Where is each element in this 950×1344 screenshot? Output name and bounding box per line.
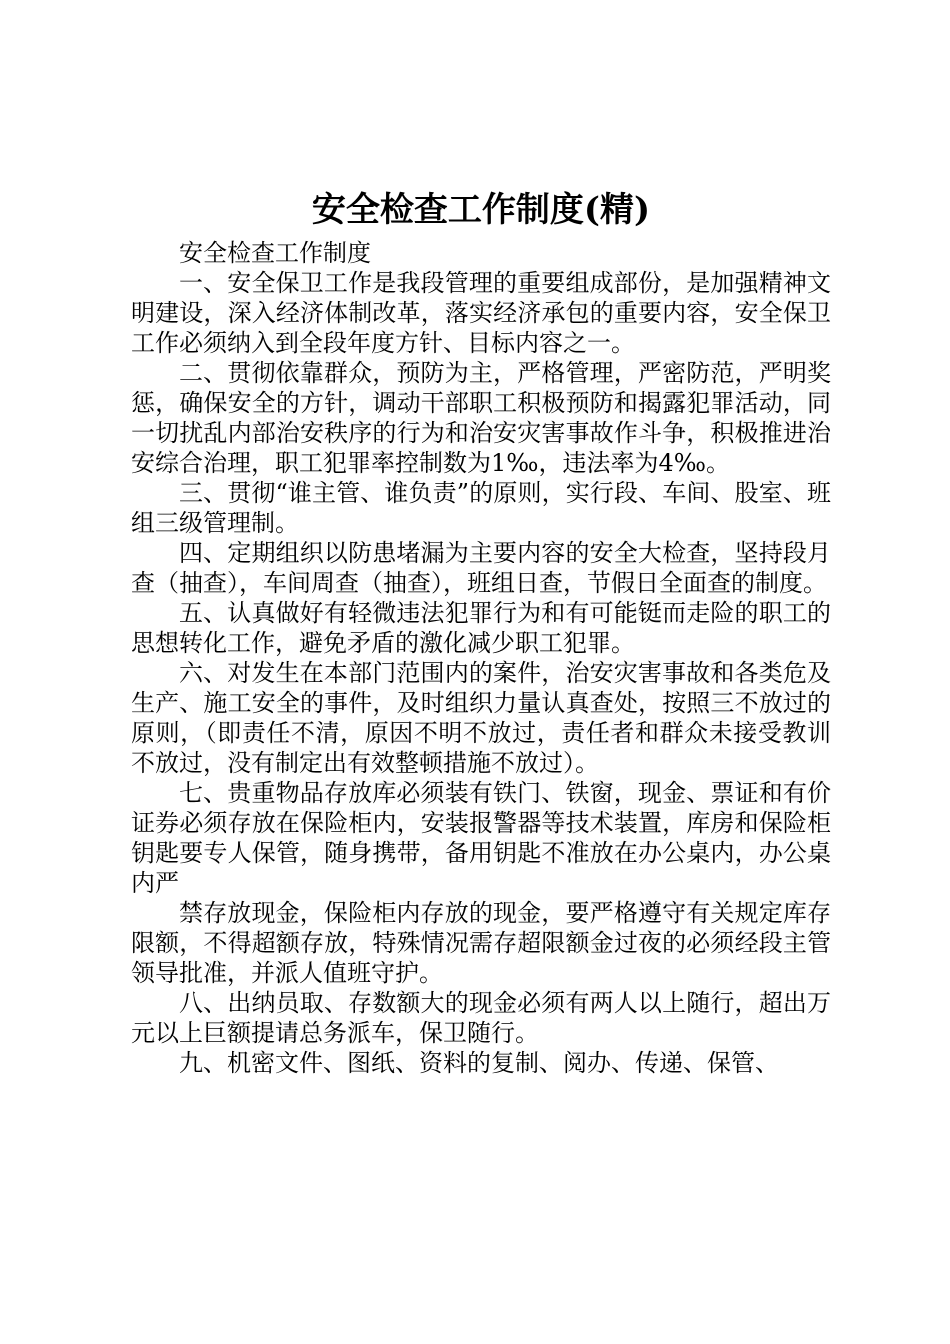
document-body xyxy=(131,182,831,1078)
section-heading: 安全检查工作制度 xyxy=(179,239,371,267)
paragraph-9: 九、机密文件、图纸、资料的复制、阅办、传递、保管、 xyxy=(179,1049,779,1077)
paragraph-3: 三、贯彻“谁主管、谁负责”的原则，实行段、车间、股室、班组三级管理制。 xyxy=(131,479,831,537)
paragraph-7: 七、贵重物品存放库必须装有铁门、铁窗，现金、票证和有价证券必须存放在保险柜内，安装报警器等技术装置，库房和保险柜钥匙要专人保管，随身携带，备用钥匙不准放在办公桌内，办公桌内严 xyxy=(131,779,831,897)
paragraph-8: 八、出纳员取、存数额大的现金必须有两人以上随行，超出万元以上巨额提请总务派车，保卫随行。 xyxy=(131,989,831,1047)
paragraph-2: 二、贯彻依靠群众，预防为主，严格管理，严密防范，严明奖惩，确保安全的方针，调动干部职工积极预防和揭露犯罪活动，同一切扰乱内部治安秩序的行为和治安灾害事故作斗争，积极推进治安综合治理，职工犯罪率控制数为1‰，违法率为4‰。 xyxy=(131,359,831,477)
paragraph-4: 四、定期组织以防患堵漏为主要内容的安全大检查，坚持段月查（抽查），车间周查（抽查），班组日查，节假日全面查的制度。 xyxy=(131,539,831,597)
paragraph-7-continued: 禁存放现金，保险柜内存放的现金，要严格遵守有关规定库存限额，不得超额存放，特殊情况需存超限额金过夜的必须经段主管领导批准，并派人值班守护。 xyxy=(131,899,831,987)
paragraph-6: 六、对发生在本部门范围内的案件，治安灾害事故和各类危及生产、施工安全的事件，及时组织力量认真查处，按照三不放过的原则，（即责任不清，原因不明不放过，责任者和群众未接受教训不放过，没有制定出有效整顿措施不放过）。 xyxy=(131,659,831,777)
document-title: 安全检查工作制度(精) xyxy=(311,190,651,230)
paragraph-1: 一、安全保卫工作是我段管理的重要组成部份，是加强精神文明建设，深入经济体制改革，落实经济承包的重要内容，安全保卫工作必须纳入到全段年度方针、目标内容之一。 xyxy=(131,269,831,357)
paragraph-5: 五、认真做好有轻微违法犯罪行为和有可能铤而走险的职工的思想转化工作，避免矛盾的激化减少职工犯罪。 xyxy=(131,599,831,657)
